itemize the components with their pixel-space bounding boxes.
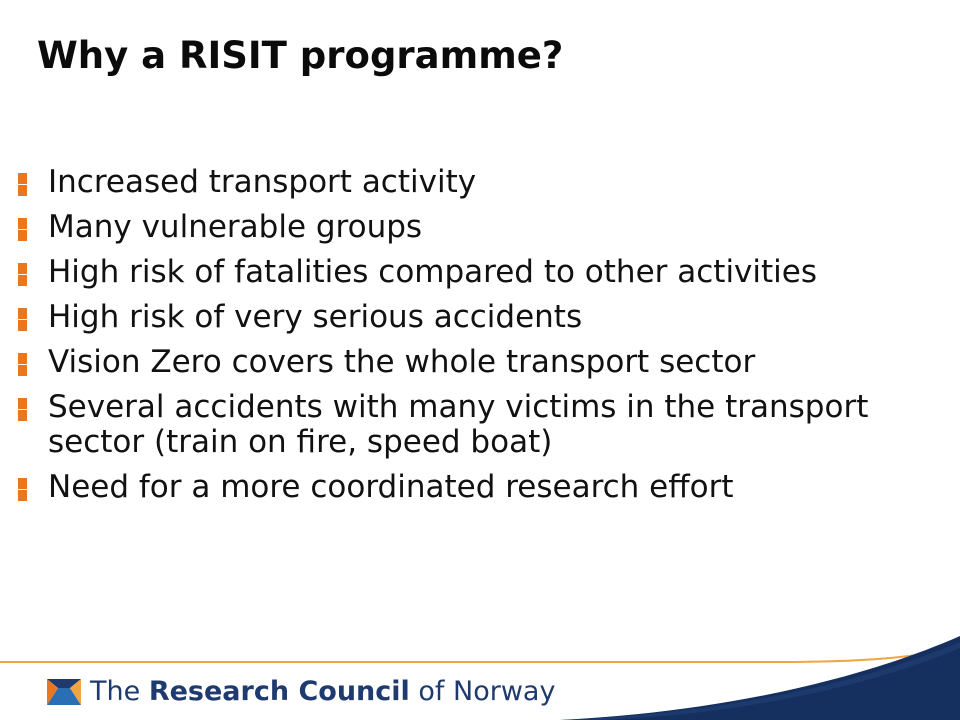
bullet-marker-icon [18,218,27,241]
bullet-text: High risk of very serious accidents [48,299,583,335]
bullet-marker-icon [18,263,27,286]
bullet-marker-icon [18,478,27,501]
bullet-item [18,470,918,505]
bullet-item [18,210,918,245]
bullet-text: High risk of fatalities compared to other activities [48,254,818,290]
footer-swoosh-shape [560,636,960,720]
bullet-marker-icon [18,173,27,196]
logo-wordmark [90,674,555,710]
logo-word-of-norway: of Norway [418,676,556,707]
bullet-marker-icon [18,308,27,331]
bullet-marker-icon [18,398,27,421]
bullet-item [18,345,918,380]
bullet-text: Many vulnerable groups [48,209,423,245]
slide-title: Why a RISIT programme? [37,34,564,77]
logo-word-research-council: Research Council [148,676,410,707]
bullet-item [18,300,918,335]
bullet-text: Vision Zero covers the whole transport sector [48,344,756,380]
logo-word-the: The [90,676,141,707]
bullet-item [18,165,918,200]
bullet-item [18,390,918,460]
bullet-text: Need for a more coordinated research effort [48,469,734,505]
bullet-text: Increased transport activity [48,164,477,200]
footer-divider-line [0,648,960,662]
bullet-item [18,255,918,290]
bullet-marker-icon [18,353,27,376]
footer [0,600,960,720]
research-council-logo-icon [46,677,82,707]
bullet-text: Several accidents with many victims in the transport sector (train on fire, speed boat) [48,389,869,460]
bullet-list [18,165,918,515]
